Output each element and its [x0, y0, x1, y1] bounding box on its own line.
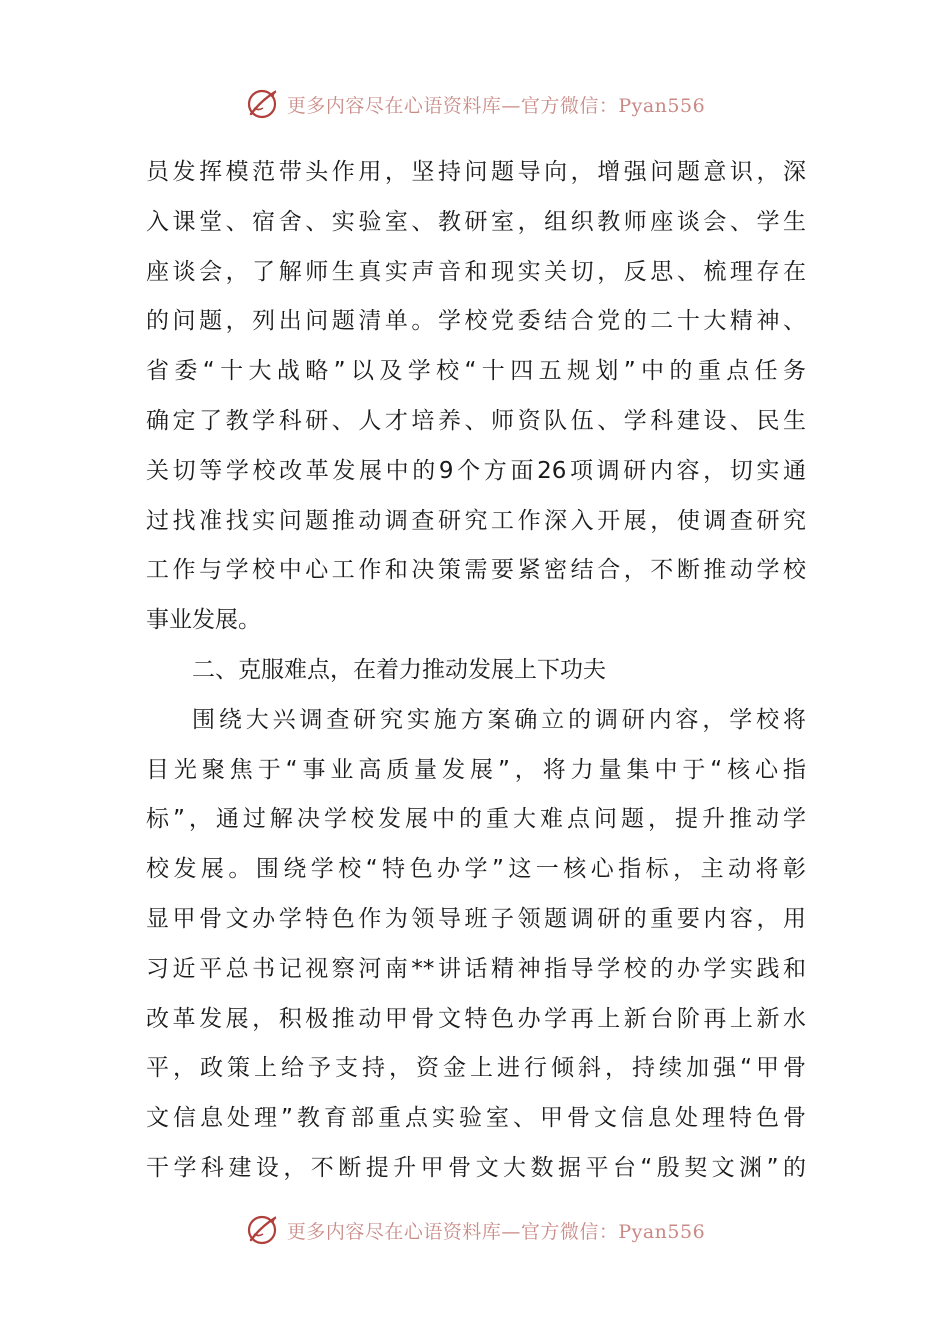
watermark-text: 更多内容尽在心语资料库—官方微信：Pyan556 [286, 1220, 706, 1243]
watermark-text: 更多内容尽在心语资料库—官方微信：Pyan556 [286, 94, 706, 117]
text-line: 省委“十大战略”以及学校“十四五规划”中的重点任务 [146, 358, 806, 385]
text-line: 员发挥模范带头作用，坚持问题导向，增强问题意识，深 [146, 159, 806, 185]
text-line: 平，政策上给予支持，资金上进行倾斜，持续加强“甲骨 [146, 1055, 806, 1082]
text-line: 工作与学校中心工作和决策需要紧密结合，不断推动学校 [146, 557, 806, 584]
text-line: 的问题，列出问题清单。学校党委结合党的二十大精神、 [146, 308, 806, 335]
text-line: 事业发展。 [146, 607, 261, 634]
text-line: 习近平总书记视察河南**讲话精神指导学校的办学实践和 [146, 955, 806, 982]
text-line: 标”，通过解决学校发展中的重大难点问题，提升推动学 [146, 806, 806, 833]
text-line: 确定了教学科研、人才培养、师资队伍、学科建设、民生 [146, 407, 806, 434]
text-line: 目光聚焦于“事业高质量发展”，将力量集中于“核心指 [146, 756, 806, 783]
text-line: 校发展。围绕学校“特色办学”这一核心指标，主动将彰 [146, 856, 806, 883]
text-line: 过找准找实问题推动调查研究工作深入开展，使调查研究 [146, 507, 806, 534]
text-line: 改革发展，积极推动甲骨文特色办学再上新台阶再上新水 [146, 1005, 806, 1032]
pen-circle-logo-icon [245, 1212, 281, 1248]
text-line: 座谈会，了解师生真实声音和现实关切，反思、梳理存在 [146, 258, 806, 285]
section-heading: 二、克服难点，在着力推动发展上下功夫 [192, 656, 606, 683]
text-line: 关切等学校改革发展中的9个方面26项调研内容，切实通 [146, 457, 806, 484]
document-body [146, 148, 806, 1194]
text-line: 围绕大兴调查研究实施方案确立的调研内容，学校将 [192, 706, 806, 733]
text-line: 显甲骨文办学特色作为领导班子领题调研的重要内容，用 [146, 905, 806, 932]
text-line: 文信息处理”教育部重点实验室、甲骨文信息处理特色骨 [146, 1105, 806, 1132]
pen-circle-logo-icon [245, 86, 281, 122]
text-line: 干学科建设，不断提升甲骨文大数据平台“殷契文渊”的 [146, 1154, 806, 1181]
header-watermark [0, 82, 950, 126]
text-line: 入课堂、宿舍、实验室、教研室，组织教师座谈会、学生 [146, 208, 806, 235]
footer-watermark [0, 1208, 950, 1252]
